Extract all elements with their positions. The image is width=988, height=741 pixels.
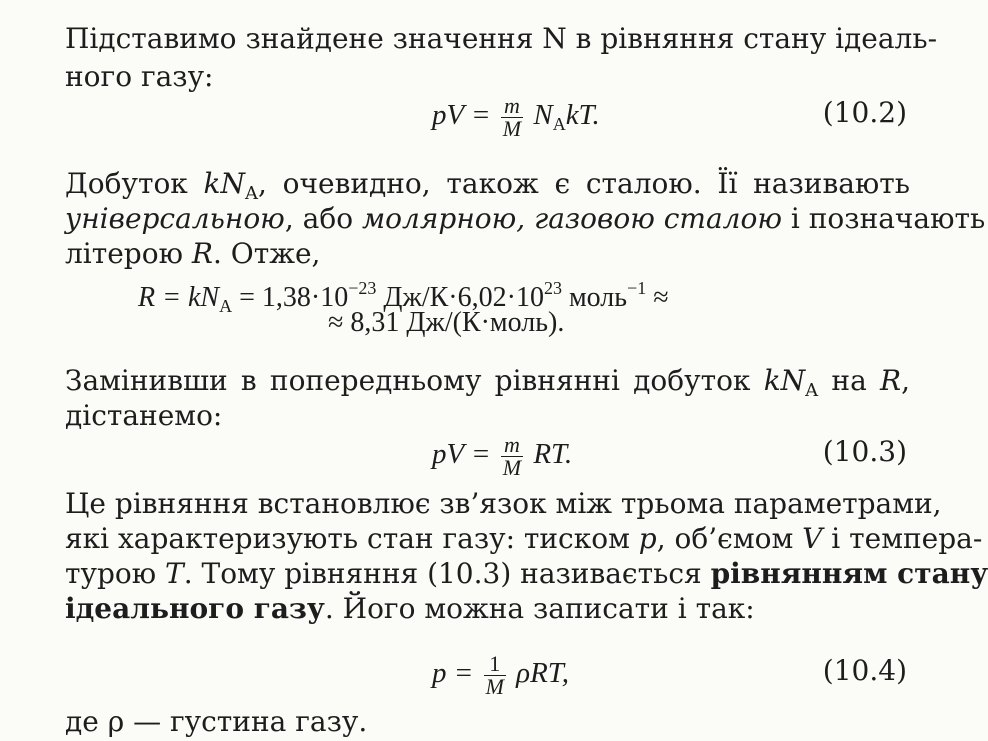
eq1-rhs-b: kT. <box>565 99 600 132</box>
equation-number-10-2: (10.2) <box>822 96 907 129</box>
paragraph-1-line-2: ного газу: <box>65 60 214 93</box>
paragraph-5: де ρ — густина газу. <box>65 705 368 738</box>
equation-gas-constant-line-1: $R = kN_A = 1,38\cdot 10^{-23}$ $Дж/К\cdot 6,02\cdot 10^{23}$ моль$^{-1}$ ≈ <box>138 278 669 316</box>
equation-10-3: pV = $\frac{m}{M}$ RT. <box>432 432 573 480</box>
paragraph-4-line-4: ідеального газу. Його можна записати і так: <box>65 592 755 625</box>
paragraph-3-line-1: Замінивши в попередньому рівнянні добуток $kN_A$ на R, <box>65 364 911 401</box>
paragraph-2-line-3: літерою R. Отже, <box>65 237 321 270</box>
paragraph-4-line-1: Це рівняння встановлює зв’язок між трьома параметрами, <box>65 487 942 520</box>
paragraph-3-line-2: дістанемо: <box>65 399 223 432</box>
eq1-fraction: $\frac{m}{M}$ <box>502 93 522 141</box>
paragraph-4-line-2: які характеризують стан газу: тиском p, об’ємом V і темпера- <box>65 522 983 555</box>
paragraph-2-line-2: універсальною, або молярною, газовою сталою і позначають <box>65 202 986 235</box>
equation-gas-constant-line-2: ≈ 8,31 Дж/(К·моль). <box>328 307 565 338</box>
eq1-lhs: pV = <box>432 99 491 132</box>
eq3-fraction: $\frac{1}{M}$ <box>485 651 504 699</box>
eq1-rhs-a: N <box>533 99 553 132</box>
equation-10-2 <box>432 95 600 144</box>
paragraph-1-line-1: Підставимо знайдене значення N в рівняння стану ідеаль- <box>65 22 938 55</box>
eq2-fraction: $\frac{m}{M}$ <box>502 432 522 480</box>
paragraph-2-line-1: Добуток $kN_A$, очевидно, також є сталою. Її називають <box>65 167 911 204</box>
equation-number-10-4: (10.4) <box>822 654 907 687</box>
equation-number-10-3: (10.3) <box>822 435 907 468</box>
eq1-sub: A <box>552 114 566 135</box>
paragraph-4-line-3: турою T. Тому рівняння (10.3) називається рівнянням стану <box>65 557 988 590</box>
equation-10-4: p = $\frac{1}{M}$ ρRT, <box>432 651 570 699</box>
